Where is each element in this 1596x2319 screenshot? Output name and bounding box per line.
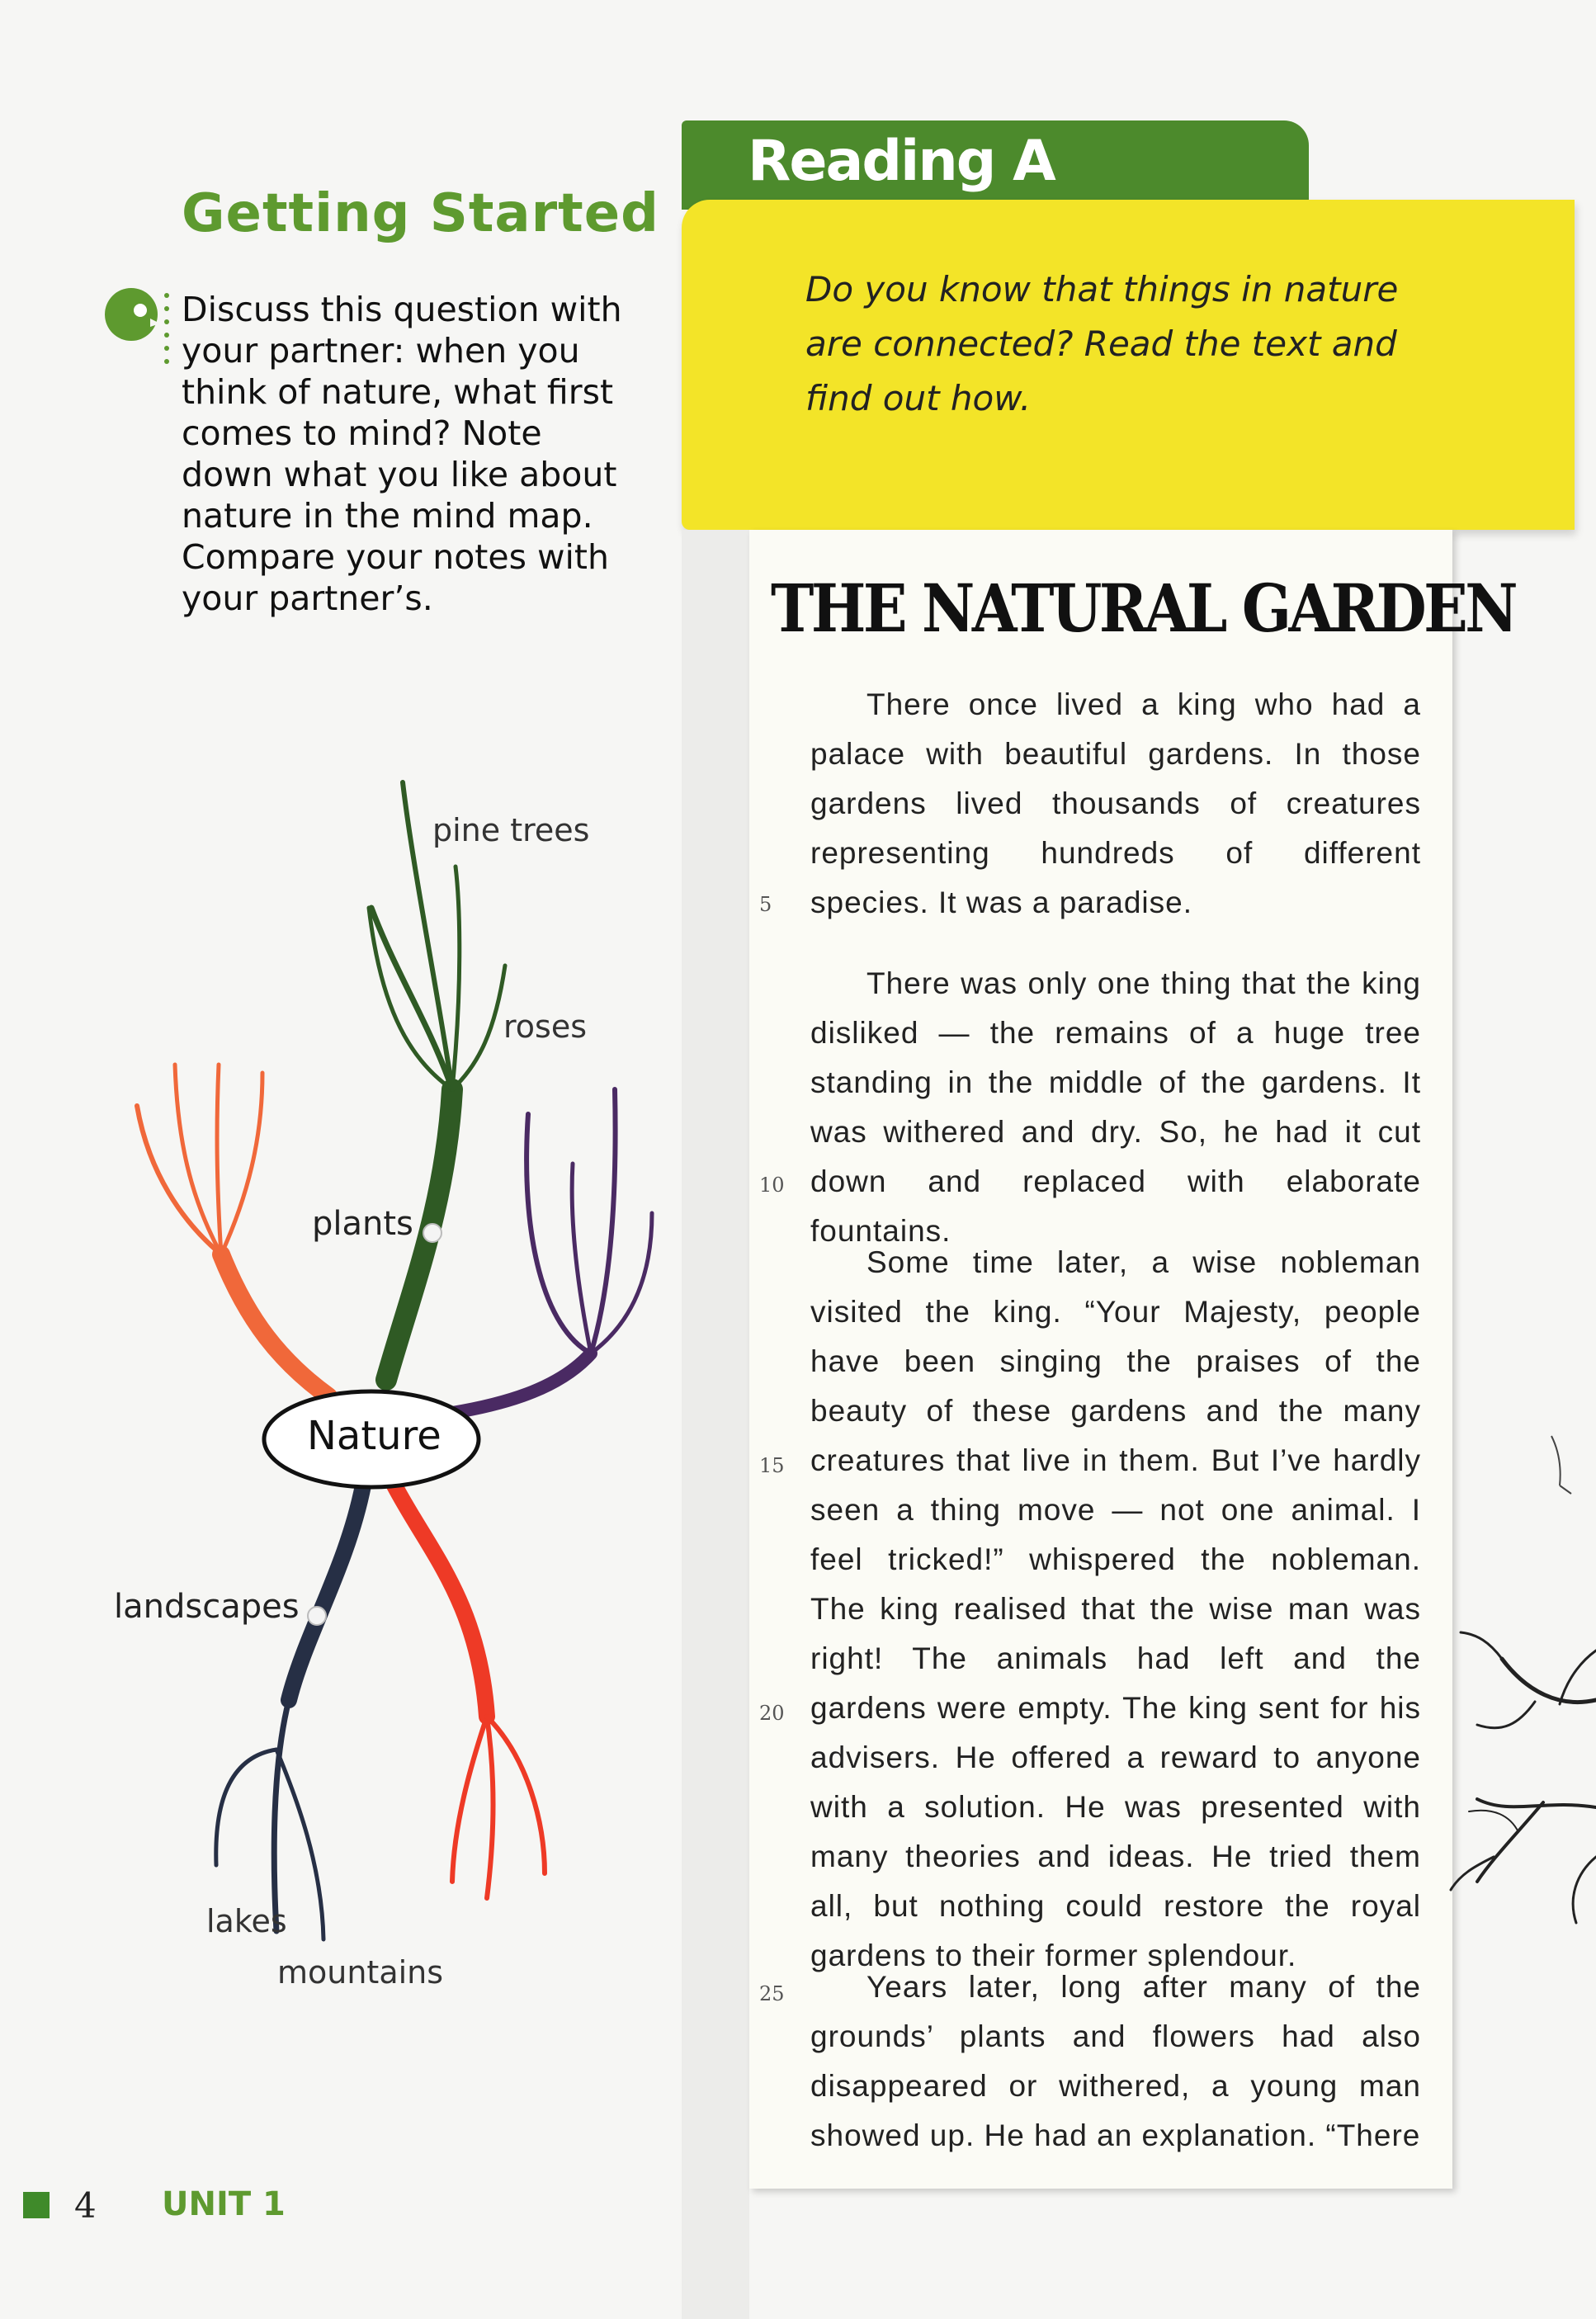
twig-decoration — [1543, 1428, 1576, 1510]
paragraph-2-text: There was only one thing that the king disliked — the remains of a huge tree standing in the middle of the gardens. It was withered and dry. So, he had it cut down and replaced with elaborate fountains. — [810, 966, 1421, 1248]
nature-mind-map — [0, 743, 677, 2030]
dotted-separator — [163, 290, 170, 373]
roses-label: roses — [503, 1008, 588, 1045]
nature-center-label: Nature — [307, 1413, 441, 1459]
getting-started-heading: Getting Started — [182, 183, 659, 244]
page-number: 4 — [74, 2185, 97, 2226]
purple-branch — [452, 1353, 591, 1413]
paragraph-4-text: Years later, long after many of the grounds’ plants and flowers had also disappeared or withered, a young man showed up. He had an explanation. “There — [810, 1970, 1421, 2152]
intro-question: Do you know that things in nature are connected? Read the text and find out how. — [805, 269, 1399, 418]
pine-trees-label: pine trees — [432, 812, 590, 848]
page-marker — [23, 2192, 50, 2218]
landscapes-label: landscapes — [114, 1588, 300, 1626]
paragraph-3-text: Some time later, a wise nobleman visited the king. “Your Majesty, people have been singing the praises of the beauty of these gardens and the many creatures that live in them. But I’ve hardly seen a thing move — not one animal. I feel tricked!” whispered the nobleman. The king realised that the wise man was right! The animals had left and the gardens were empty. The king sent for his advisers. He offered a reward to anyone with a solution. He was presented with many theories and ideas. He tried them all, but nothing could restore the royal gardens to their former splendour. — [810, 1245, 1421, 1972]
unit-label: UNIT 1 — [162, 2185, 286, 2223]
mountains-label: mountains — [277, 1954, 444, 1991]
lakes-label: lakes — [206, 1903, 287, 1939]
orange-branch — [221, 1254, 328, 1396]
landscapes-branch — [289, 1485, 363, 1700]
pair-discussion-icon — [102, 286, 160, 343]
paragraph-4 — [810, 1962, 1421, 2161]
line-number: 20 — [759, 1702, 785, 1725]
plants-node — [423, 1224, 441, 1242]
line-number: 15 — [759, 1454, 785, 1477]
reading-tab-label: Reading A — [748, 129, 1055, 194]
discussion-instruction: Discuss this question with your partner: when you think of nature, what first comes to mind? Note down what you like about nature in the mind map. Compare your notes with your partner’s. — [182, 290, 622, 618]
red-branch — [394, 1485, 487, 1717]
paragraph-2 — [810, 959, 1421, 1256]
dry-branch-decoration — [1444, 1609, 1596, 1956]
paragraph-1-text: There once lived a king who had a palace with beautiful gardens. In those gardens lived thousands of creatures representing hundreds of different species. It was a paradise. — [810, 687, 1421, 919]
line-number: 25 — [759, 1982, 785, 2005]
paragraph-1 — [810, 680, 1421, 928]
margin-strip — [682, 530, 749, 2319]
passage-title: THE NATURAL GARDEN — [771, 569, 1516, 647]
line-number: 10 — [759, 1174, 785, 1197]
landscapes-node — [308, 1607, 326, 1625]
plants-label: plants — [312, 1205, 413, 1243]
paragraph-3 — [810, 1238, 1421, 1981]
line-number: 5 — [759, 893, 772, 916]
